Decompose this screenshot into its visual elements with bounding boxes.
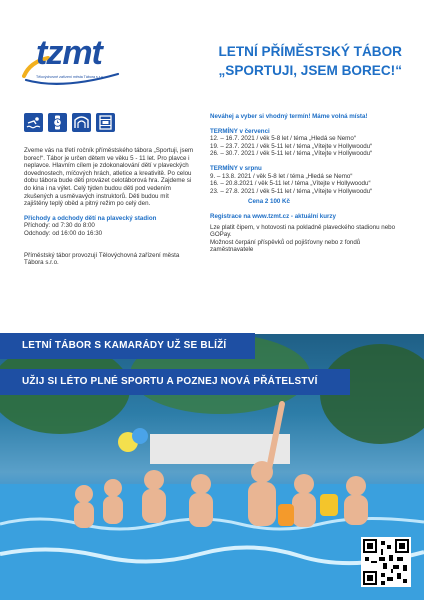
- film-icon: [96, 113, 115, 132]
- title-line-1: LETNÍ PŘÍMĚSTSKÝ TÁBOR: [218, 44, 402, 59]
- banner-camp-soon: LETNÍ TÁBOR S KAMARÁDY UŽ SE BLÍŽÍ: [0, 333, 255, 359]
- terms-column: [210, 113, 405, 254]
- departure-time: Odchody: od 16:00 do 16:30: [24, 229, 103, 237]
- july-heading: TERMÍNY v červenci: [210, 127, 270, 135]
- subsidy-note: Možnost čerpání příspěvků od pojišťovny nebo z fondů zaměstnavatele: [210, 238, 361, 254]
- water-park-icon: [72, 113, 91, 132]
- july-term: 26. – 30.7. 2021 / věk 5-11 let / téma „Vítejte v Hollywoodu“: [210, 150, 373, 158]
- arrival-time: Příchody: od 7:30 do 8:00: [24, 222, 95, 230]
- july-term: 19. – 23.7. 2021 / věk 5-11 let / téma „Vítejte v Hollywoodu“: [210, 142, 373, 150]
- operator-note: Příměstský tábor provozují Tělovýchovná zařízení města Tábora s.r.o.: [24, 251, 180, 267]
- qr-code[interactable]: [361, 537, 411, 587]
- activity-icons: [24, 113, 115, 132]
- august-term: 16. – 20.8.2021 / věk 5-11 let / téma „Vítejte v Hollywoodu“: [210, 180, 371, 188]
- tzmt-logo: [22, 36, 122, 92]
- august-term: 23. – 27.8. 2021 / věk 5-11 let / téma „Vítejte v Hollywoodu“: [210, 187, 373, 195]
- august-term: 9. – 13.8. 2021 / věk 5-8 let / téma „Hledá se Nemo“: [210, 172, 353, 180]
- page-title: [218, 42, 402, 80]
- logo-wordmark: tzmt: [36, 34, 102, 72]
- august-heading: TERMÍNY v srpnu: [210, 164, 262, 172]
- arrival-heading: Příchody a odchody dětí na plavecký stadion: [24, 214, 157, 222]
- logo-subtitle: Tělovýchovné zařízení města Tábora s.r.o.: [36, 75, 104, 79]
- call-to-action: Neváhej a vyber si vhodný termín! Máme volná místa!: [210, 113, 368, 120]
- title-line-2: „SPORTUJI, JSEM BOREC!“: [218, 63, 402, 78]
- payment-note: Lze platit čipem, v hotovosti na pokladně plaveckého stadionu nebo GOPay.: [210, 223, 396, 239]
- intro-column: [24, 147, 194, 267]
- registration-heading: Registrace na www.tzmt.cz - aktuální kurzy: [210, 212, 336, 220]
- july-term: 12. – 16.7. 2021 / věk 5-8 let / téma „Hledá se Nemo“: [210, 135, 356, 143]
- swimmer-icon: [24, 113, 43, 132]
- watch-icon: [48, 113, 67, 132]
- banner-summer-sport: UŽIJ SI LÉTO PLNÉ SPORTU A POZNEJ NOVÁ PŘÁTELSTVÍ: [0, 369, 350, 395]
- intro-text: Zveme vás na třetí ročník příměstského tábora „Sportuji, jsem borec!“. Tábor je určen dětem ve věku 5 - 11 let. Pro plavce i neplavce. Hlavním cílem je zdokonalování dětí v plaveckých dovednostech, míčových hrách, atletice a kreativitě. Po celou dobu tábora bude děti provázet celotáborová hra. Zajdeme si do kina i na výlet. Celý týden budou děti pod vedením zkušených a usměvavých instruktorů. Děti budou mít zajištěny teplý oběd a pitný režim po celý den.: [24, 147, 194, 208]
- price: Cena 2 100 Kč: [248, 198, 290, 206]
